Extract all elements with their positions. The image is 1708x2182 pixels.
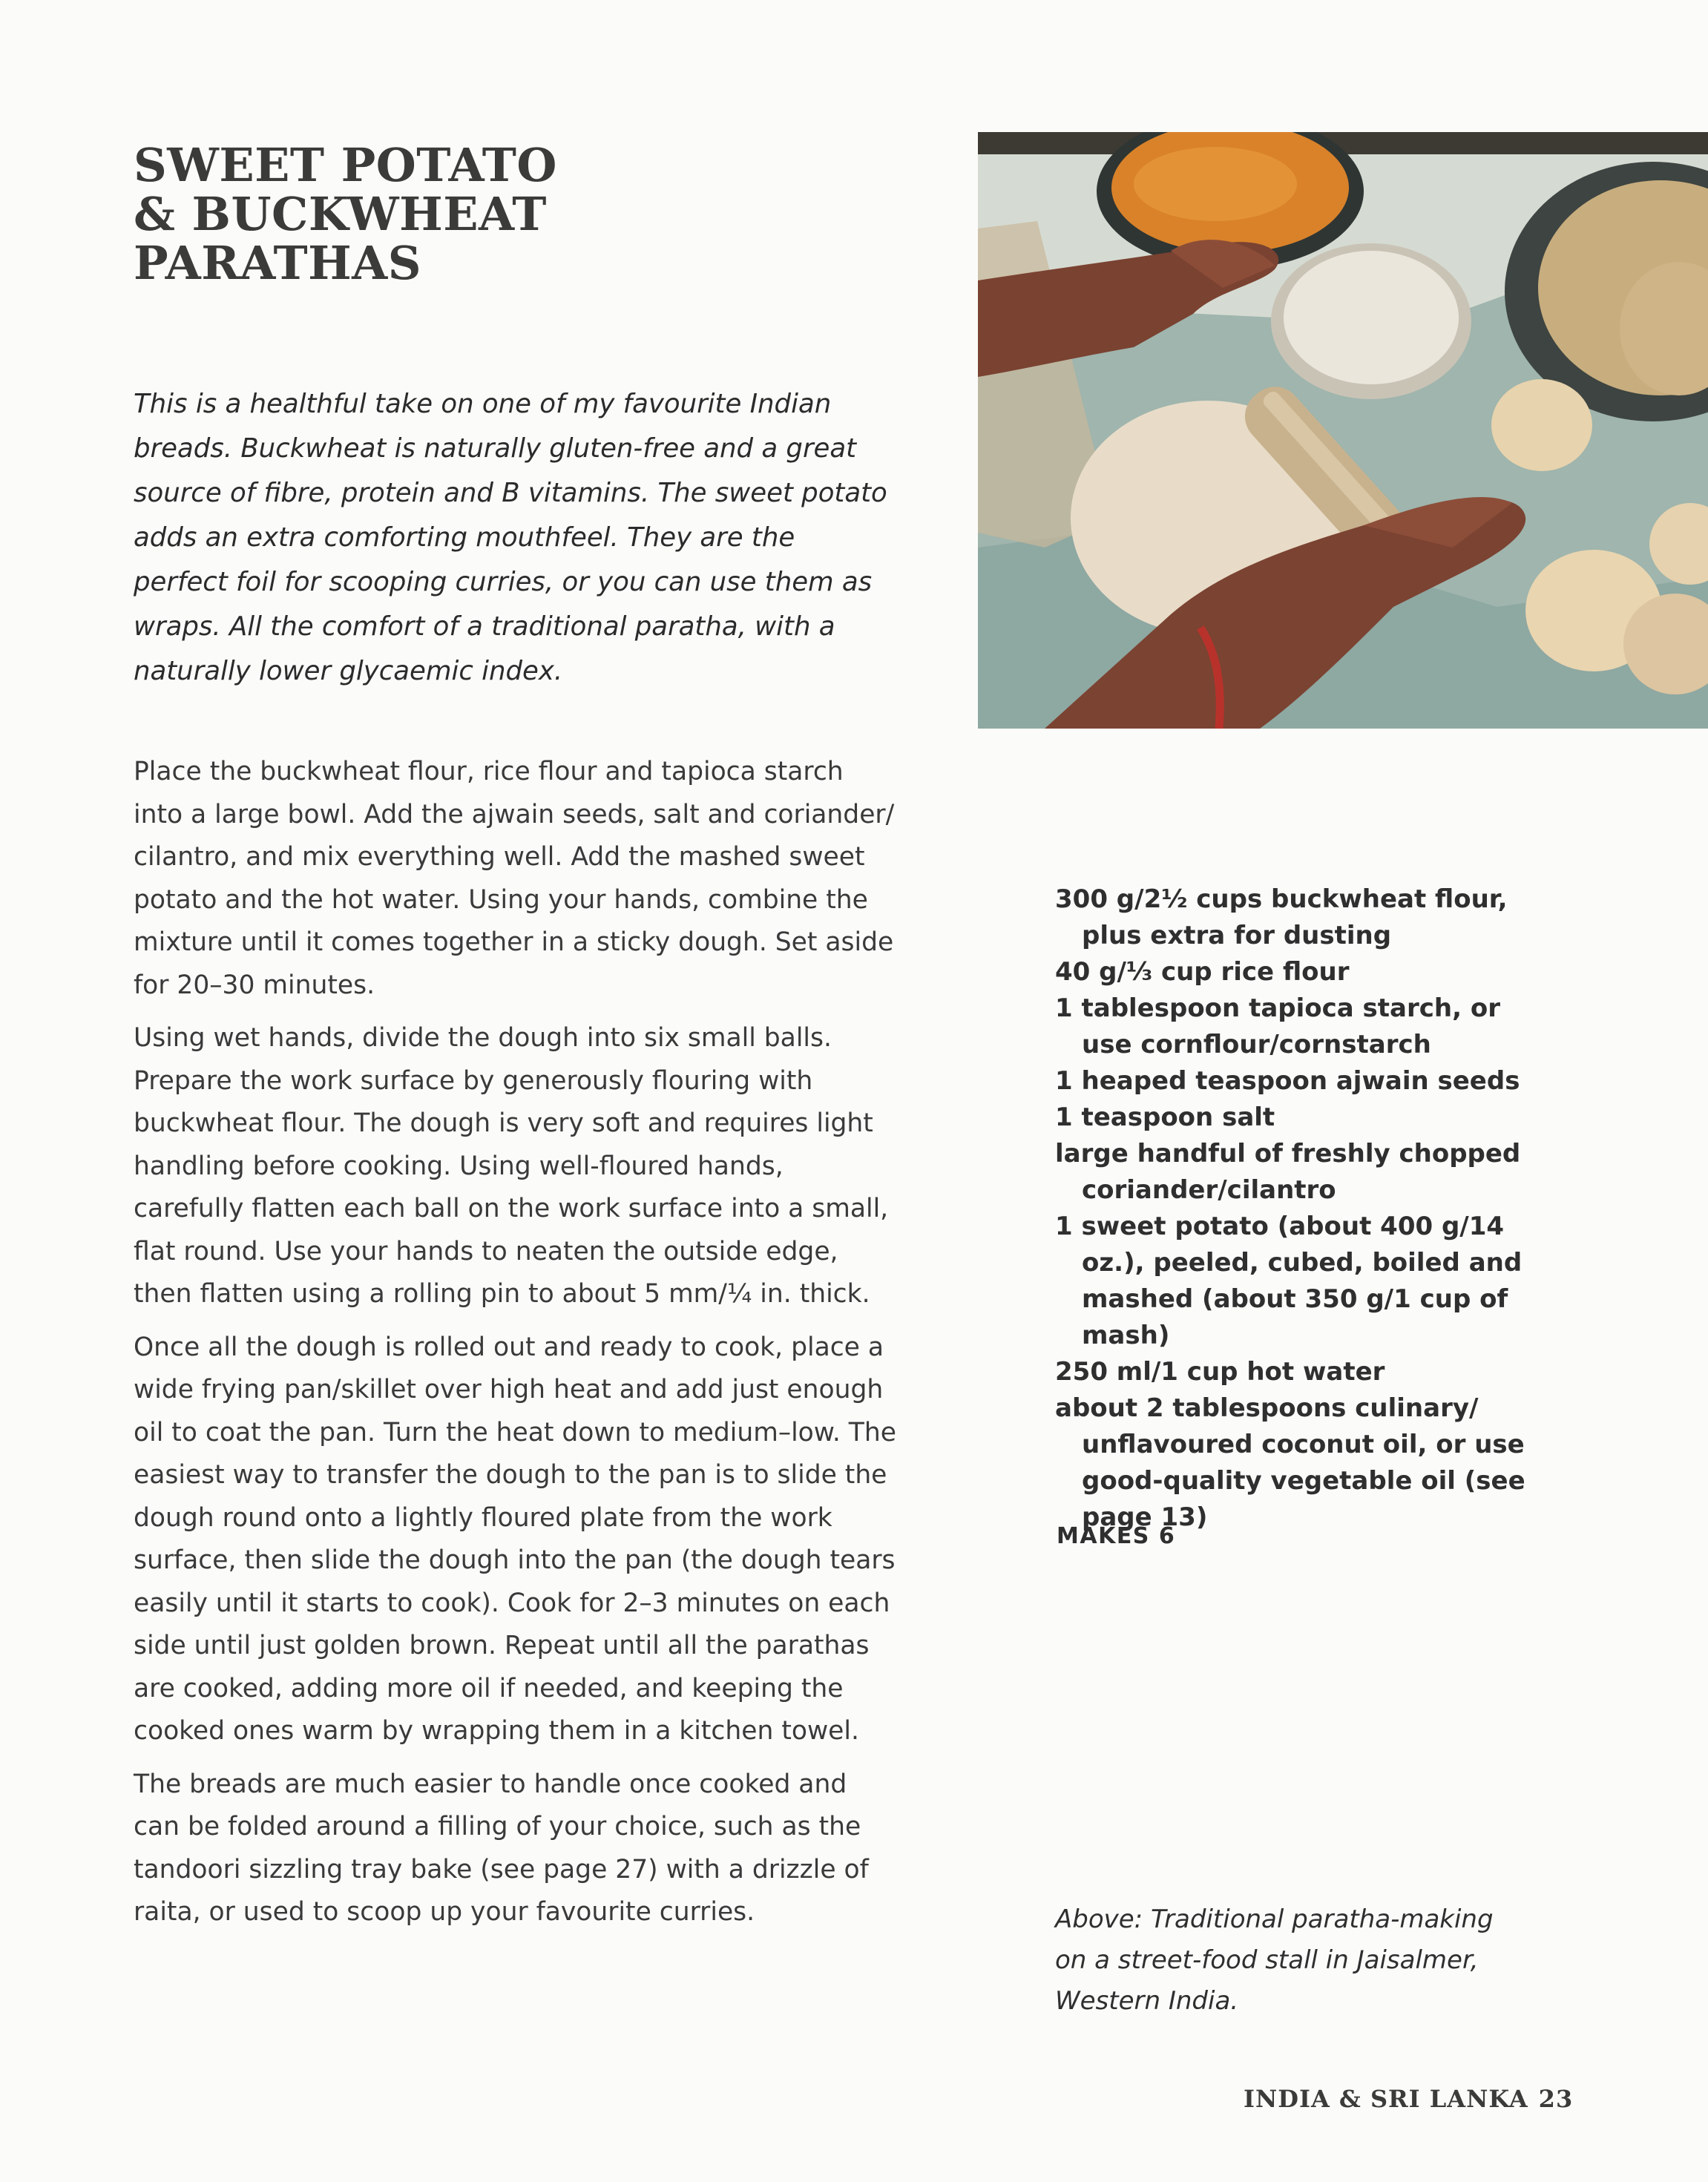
ingredient-item: 300 g/2½ cups buckwheat flour, plus extra for dusting (1055, 884, 1508, 950)
title-line: SWEET POTATO (134, 138, 557, 192)
ingredient-item: 1 tablespoon tapioca starch, or use cornflour/cornstarch (1055, 993, 1500, 1059)
section-name: INDIA & SRI LANKA (1244, 2085, 1528, 2113)
method-paragraph: Place the buckwheat flour, rice flour and tapioca starch into a large bowl. Add the ajwain seeds, salt and coriander/ cilantro, and mix everything well. Add the mashed sweet potato and the hot water. Using your hands, combine the mixture until it comes together in a sticky dough. Set aside for 20–30 minutes. (134, 757, 895, 1000)
paratha-making-photo (978, 132, 1708, 729)
photo-caption: Above: Traditional paratha-making on a street-food stall in Jaisalmer, Western India. (1055, 1905, 1494, 2016)
recipe-yield: MAKES 6 (1057, 1523, 1176, 1549)
recipe-intro: This is a healthful take on one of my favourite Indian breads. Buckwheat is naturally gluten-free and a great source of fibre, protein and B vitamins. The sweet potato adds an extra comforting mouthfeel. They are the perfect foil for scooping curries, or you can use them as wraps. All the comfort of a traditional paratha, with a naturally lower glycaemic index. (134, 389, 887, 686)
ingredient-item: 1 sweet potato (about 400 g/14 oz.), peeled, cubed, boiled and mashed (about 350 g/1 cup of mash) (1055, 1212, 1523, 1350)
page-number: 23 (1538, 2085, 1574, 2113)
ingredient-item: about 2 tablespoons culinary/ unflavoured coconut oil, or use good-quality vegetable oil (see page 13) (1055, 1393, 1525, 1532)
method-paragraph: Once all the dough is rolled out and ready to cook, place a wide frying pan/skillet over high heat and add just enough oil to coat the pan. Turn the heat down to medium–low. The easiest way to transfer the dough to the pan is to slide the dough round onto a lightly floured plate from the work surface, then slide the dough into the pan (the dough tears easily until it starts to cook). Cook for 2–3 minutes on each side until just golden brown. Repeat until all the parathas are cooked, adding more oil if needed, and keeping the cooked ones warm by wrapping them in a kitchen towel. (134, 1332, 896, 1746)
title-line: & BUCKWHEAT (134, 187, 547, 241)
ingredient-item: 1 teaspoon salt (1055, 1102, 1275, 1132)
ingredient-item: 1 heaped teaspoon ajwain seeds (1055, 1066, 1520, 1096)
method-steps (134, 751, 898, 1945)
title-line: PARATHAS (134, 236, 422, 290)
method-paragraph: Using wet hands, divide the dough into six small balls. Prepare the work surface by generously flouring with buckwheat flour. The dough is very soft and requires light handling before cooking. Using well-floured hands, carefully flatten each ball on the work surface into a small, flat round. Use your hands to neaten the outside edge, then flatten using a rolling pin to about 5 mm/¼ in. thick. (134, 1023, 889, 1309)
method-paragraph: The breads are much easier to handle once cooked and can be folded around a filling of your choice, such as the tandoori sizzling tray bake (see page 27) with a drizzle of raita, or used to scoop up your favourite curries. (134, 1769, 869, 1927)
page-footer (1244, 2085, 1573, 2113)
ingredient-item: 40 g/⅓ cup rice flour (1055, 957, 1350, 987)
ingredient-item: large handful of freshly chopped coriander/cilantro (1055, 1139, 1521, 1205)
ingredient-item: 250 ml/1 cup hot water (1055, 1357, 1385, 1387)
ingredients-list (1055, 881, 1530, 1536)
recipe-title (134, 138, 653, 290)
